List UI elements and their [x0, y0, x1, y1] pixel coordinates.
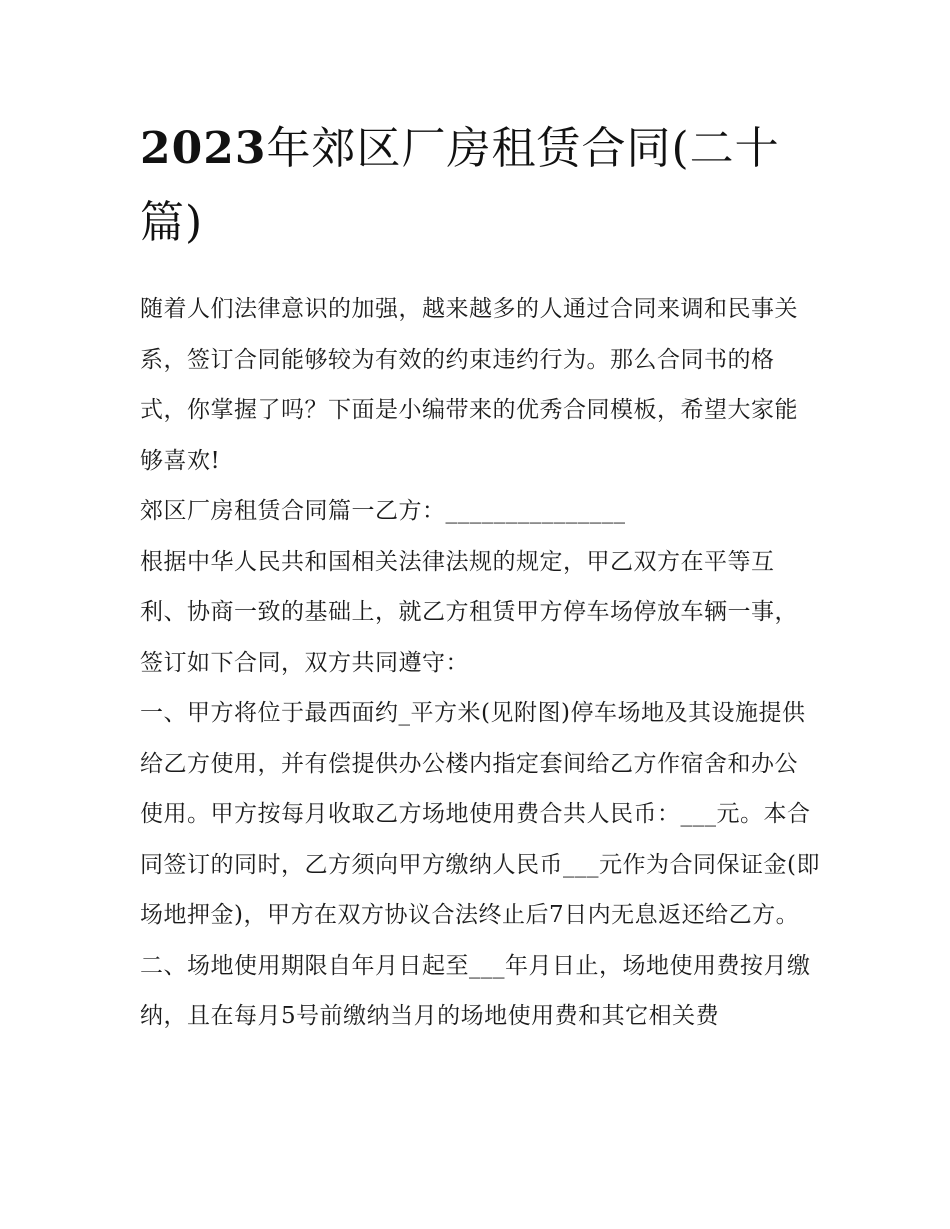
title-text: 年郊区厂房租赁合同(二十篇) [140, 123, 780, 248]
title-year: 2023 [140, 123, 267, 174]
intro-paragraph: 随着人们法律意识的加强，越来越多的人通过合同来调和民事关系，签订合同能够较为有效的约束违约行为。那么合同书的格式，你掌握了吗？下面是小编带来的优秀合同模板，希望大家能够喜欢! [140, 296, 798, 474]
document-body [140, 112, 820, 1042]
clause-two-paragraph: 二、场地使用期限自年月日起至___年月日止，场地使用费按月缴纳，且在每月5号前缴纳当月的场地使用费和其它相关费 [140, 952, 811, 1029]
preamble-paragraph: 根据中华人民共和国相关法律法规的规定，甲乙双方在平等互利、协商一致的基础上，就乙方租赁甲方停车场停放车辆一事，签订如下合同，双方共同遵守： [140, 548, 798, 676]
clause-one-paragraph: 一、甲方将位于最西面约_平方米(见附图)停车场地及其设施提供给乙方使用，并有偿提供办公楼内指定套间给乙方作宿舍和办公使用。甲方按每月收取乙方场地使用费合共人民币：___元。本合同签订的同时，乙方须向甲方缴纳人民币___元作为合同保证金(即场地押金)，甲方在双方协议合法终止后7日内无息返还给乙方。 [140, 700, 820, 928]
section-heading-paragraph: 郊区厂房租赁合同篇一乙方：_______________ [140, 498, 626, 524]
document-title [140, 112, 820, 260]
